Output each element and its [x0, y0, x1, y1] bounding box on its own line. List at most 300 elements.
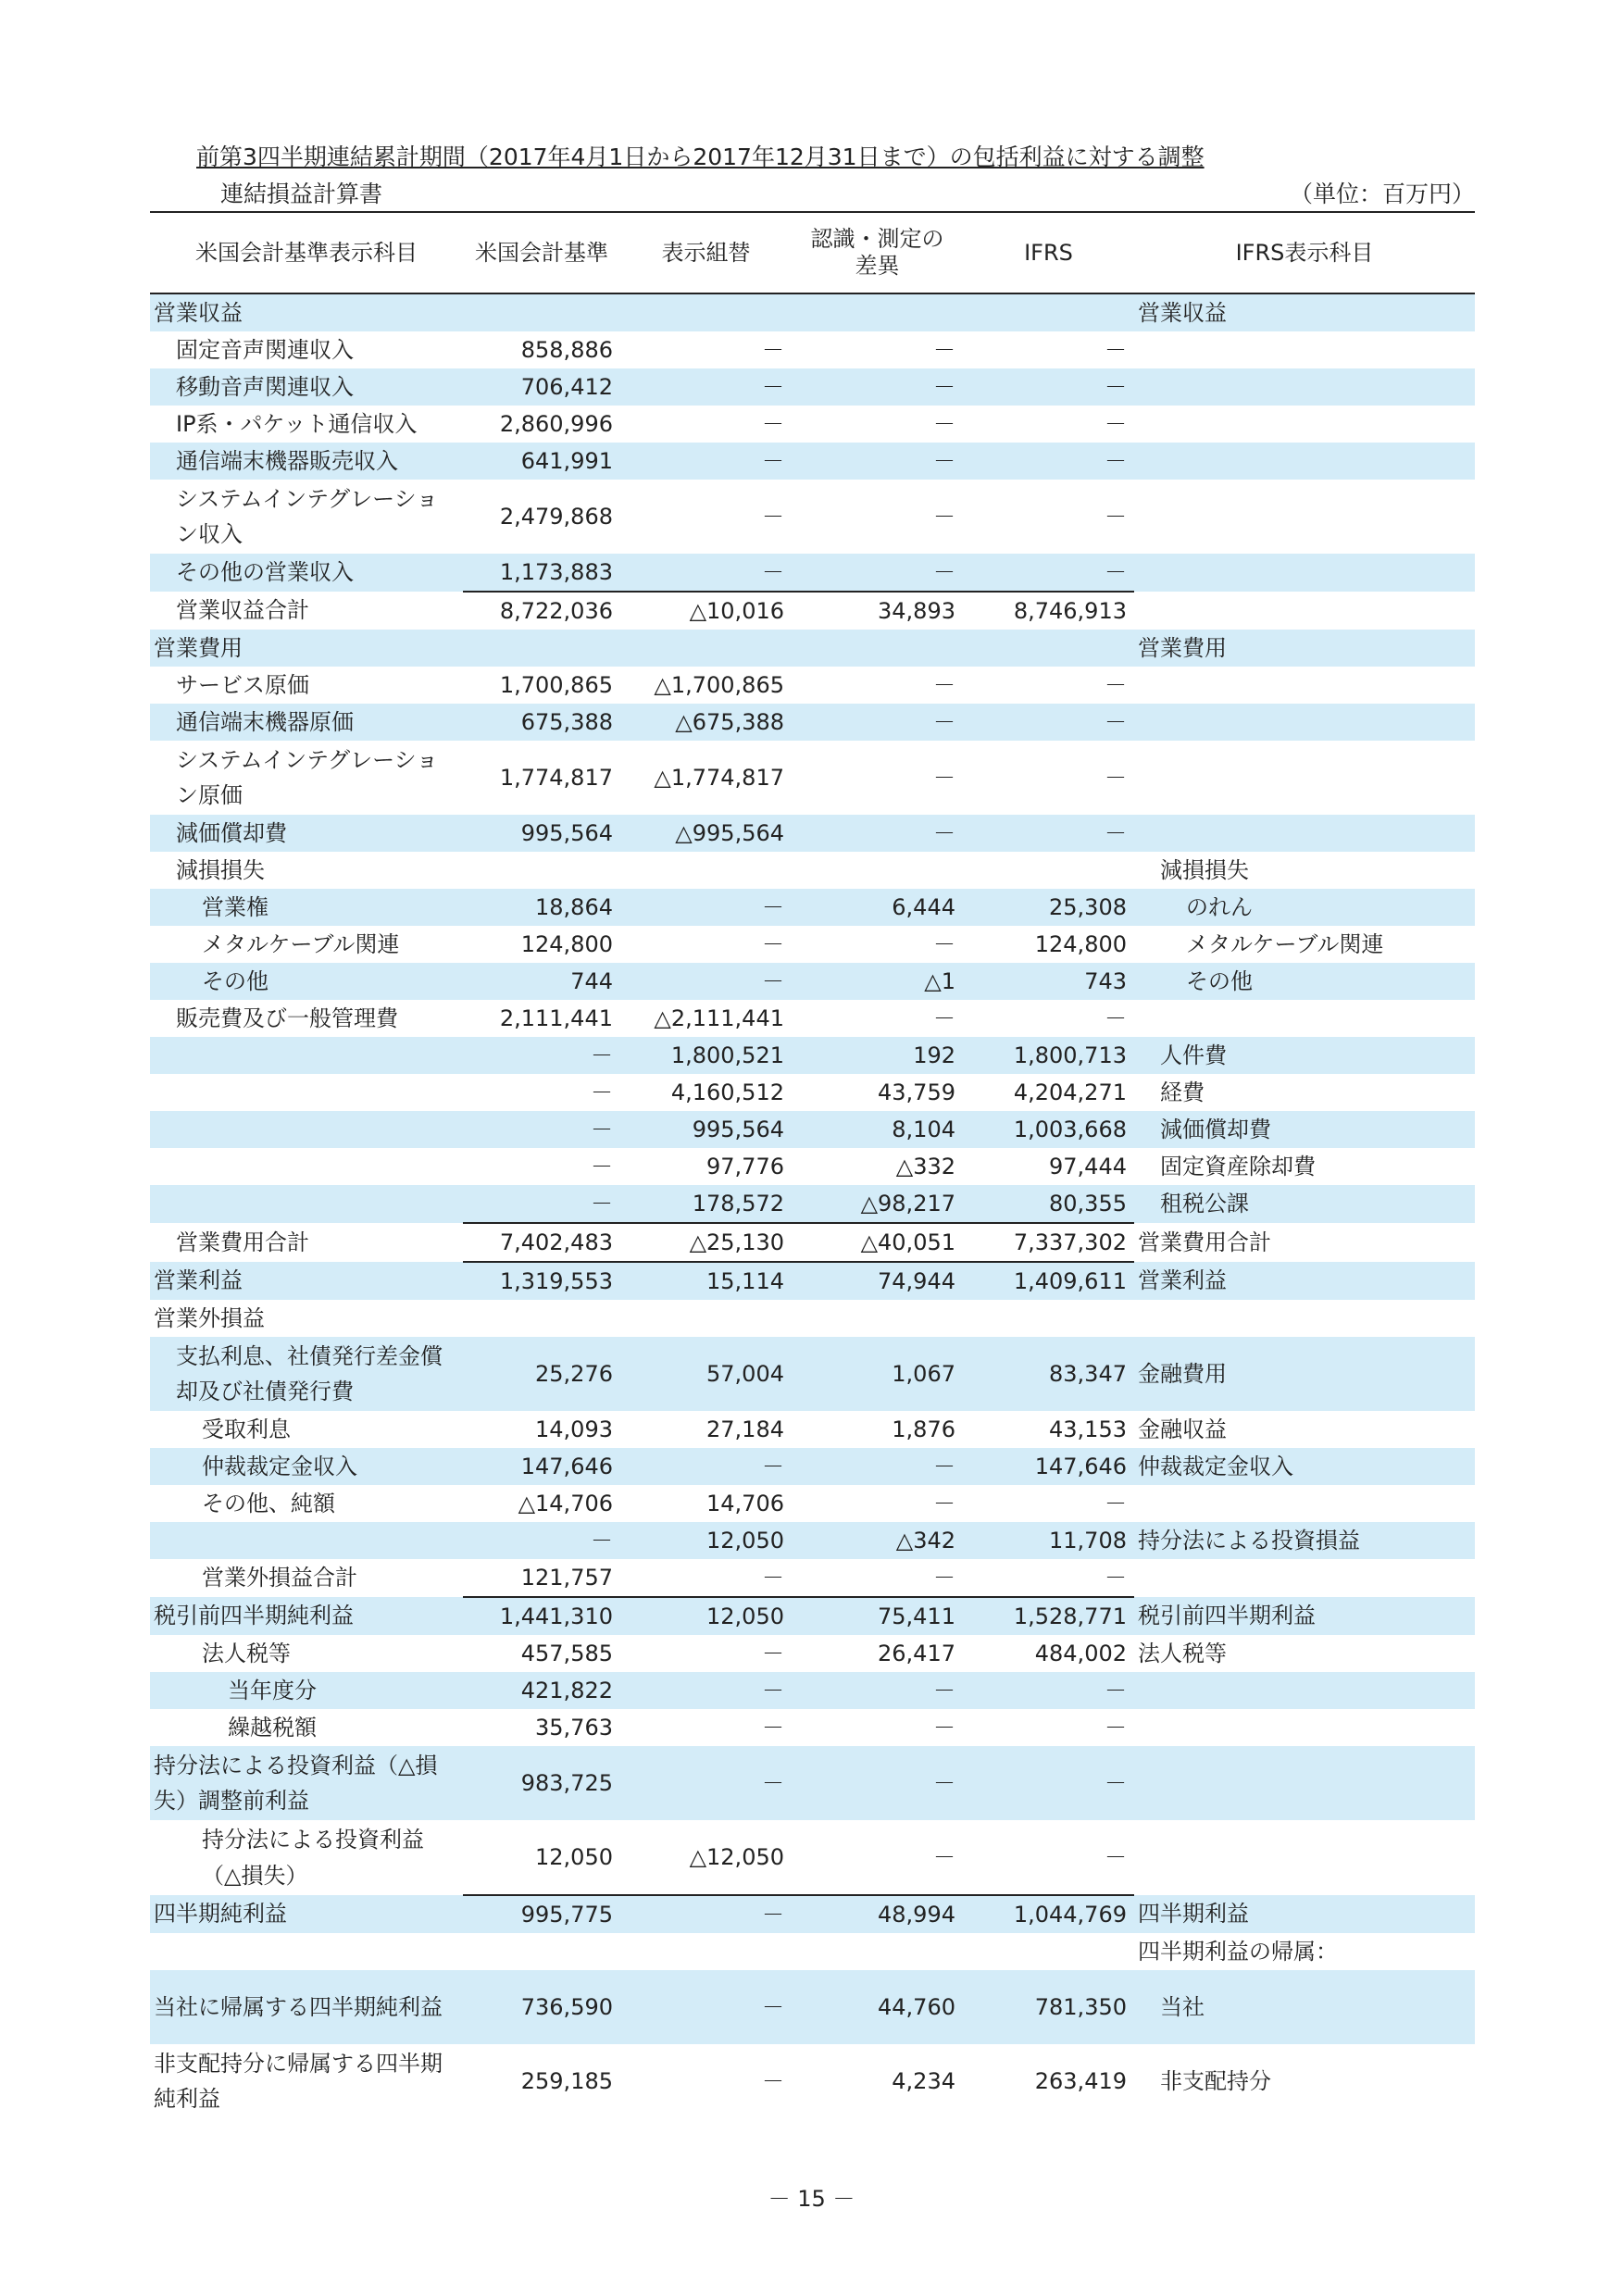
- table-row: [150, 1485, 1475, 1522]
- us-gaap-value: △14,706: [518, 1490, 613, 1516]
- row-label: 受取利息: [202, 1416, 291, 1442]
- us-gaap-value: 7,402,483: [463, 1223, 620, 1262]
- table-row: [150, 1300, 1475, 1337]
- col-header-us-gaap: 米国会計基準: [463, 212, 620, 293]
- ifrs-item-label: [1134, 1672, 1475, 1709]
- table-row: [150, 443, 1475, 480]
- ifrs-value: 1,409,611: [963, 1262, 1134, 1300]
- row-label: その他の営業収入: [150, 554, 463, 592]
- table-row: [150, 2044, 1475, 2118]
- ifrs-value: [963, 630, 1134, 667]
- measurement-diff-value: －: [933, 1714, 955, 1741]
- table-row: [150, 1635, 1475, 1672]
- reclassification-value: [620, 1933, 792, 1970]
- row-label: [150, 1522, 463, 1559]
- col-header-reclassification: 表示組替: [620, 212, 792, 293]
- reclassification-value: 178,572: [620, 1185, 792, 1223]
- table-row: [150, 1746, 1475, 1820]
- reclassification-value: 12,050: [620, 1522, 792, 1559]
- reclassification-value: －: [762, 930, 784, 957]
- us-gaap-value: 983,725: [463, 1746, 620, 1820]
- ifrs-item-label: [1134, 480, 1475, 554]
- ifrs-item-label: [1134, 815, 1475, 852]
- us-gaap-value: 744: [463, 963, 620, 1000]
- ifrs-value: －: [1105, 1490, 1127, 1516]
- measurement-diff-value: 43,759: [878, 1079, 955, 1105]
- ifrs-value: 147,646: [963, 1448, 1134, 1485]
- row-label: [150, 1185, 463, 1223]
- table-row: [150, 852, 1475, 889]
- reclassification-value: [620, 630, 792, 667]
- ifrs-value: 1,003,668: [963, 1111, 1134, 1148]
- measurement-diff-value: －: [792, 704, 963, 741]
- table-row: [150, 889, 1475, 926]
- us-gaap-value: 421,822: [463, 1672, 620, 1709]
- reclassification-value: 97,776: [706, 1153, 784, 1179]
- reclassification-value: －: [762, 1640, 784, 1666]
- measurement-diff-value: －: [792, 443, 963, 480]
- row-label: [150, 1074, 463, 1111]
- us-gaap-value: 1,173,883: [463, 554, 620, 592]
- ifrs-value: [963, 293, 1134, 331]
- ifrs-item-label: のれん: [1134, 889, 1475, 926]
- ifrs-value: 80,355: [963, 1185, 1134, 1223]
- ifrs-item-label: 金融費用: [1134, 1337, 1475, 1411]
- reclassification-value: －: [620, 368, 792, 406]
- ifrs-value: －: [1105, 1564, 1127, 1591]
- ifrs-value: －: [1105, 503, 1127, 530]
- ifrs-value: [963, 852, 1134, 889]
- col-header-ifrs-item: IFRS表示科目: [1134, 212, 1475, 293]
- ifrs-value: 1,044,769: [963, 1895, 1134, 1933]
- ifrs-value: 484,002: [1034, 1640, 1127, 1666]
- ifrs-value: －: [1105, 1843, 1127, 1870]
- row-label: システムインテグレーション原価: [176, 746, 439, 808]
- page-number: － 15 －: [768, 2186, 855, 2212]
- us-gaap-value: －: [463, 1037, 620, 1074]
- reclassification-value: －: [620, 1746, 792, 1820]
- reclassification-value: －: [762, 2067, 784, 2094]
- row-label: 当年度分: [150, 1672, 463, 1709]
- ifrs-item-label: メタルケーブル関連: [1186, 930, 1384, 957]
- us-gaap-value: 995,564: [463, 815, 620, 852]
- ifrs-item-label: [1134, 667, 1475, 704]
- table-row: [150, 926, 1475, 963]
- ifrs-item-label: 非支配持分: [1160, 2067, 1271, 2094]
- us-gaap-value: －: [591, 1153, 613, 1179]
- row-label: 営業権: [150, 889, 463, 926]
- us-gaap-value: [463, 1300, 620, 1337]
- reclassification-value: －: [762, 1714, 784, 1741]
- us-gaap-value: 1,700,865: [499, 671, 613, 698]
- reclassification-value: △2,111,441: [654, 1004, 784, 1031]
- ifrs-value: －: [963, 704, 1134, 741]
- ifrs-item-label: 減損損失: [1160, 856, 1249, 883]
- ifrs-value: 263,419: [1034, 2067, 1127, 2094]
- measurement-diff-value: －: [933, 930, 955, 957]
- ifrs-item-label: 金融収益: [1138, 1416, 1227, 1442]
- reclassification-value: －: [620, 1895, 792, 1933]
- measurement-diff-value: △40,051: [792, 1223, 963, 1262]
- us-gaap-value: 18,864: [463, 889, 620, 926]
- ifrs-item-label: [1134, 1000, 1475, 1037]
- ifrs-value: 25,308: [963, 889, 1134, 926]
- row-label: 営業外損益合計: [202, 1565, 357, 1591]
- ifrs-value: 83,347: [963, 1337, 1134, 1411]
- reclassification-value: －: [762, 1564, 784, 1591]
- ifrs-item-label: [1134, 554, 1475, 592]
- row-label: 営業収益合計: [176, 597, 309, 624]
- ifrs-value: －: [1105, 1004, 1127, 1031]
- measurement-diff-value: △332: [895, 1153, 955, 1179]
- ifrs-item-label: [1134, 368, 1475, 406]
- measurement-diff-value: 75,411: [792, 1597, 963, 1635]
- row-label: 支払利息、社債発行差金償却及び社債発行費: [150, 1337, 463, 1411]
- ifrs-item-label: [1134, 1709, 1475, 1746]
- row-label: 持分法による投資利益（△損失）調整前利益: [150, 1746, 463, 1820]
- ifrs-value: 781,350: [963, 1970, 1134, 2044]
- reclassification-value: －: [762, 410, 784, 437]
- reclassification-value: 14,706: [706, 1490, 784, 1516]
- ifrs-item-label: 租税公課: [1134, 1185, 1475, 1223]
- col-header-us-gaap-item: 米国会計基準表示科目: [150, 212, 463, 293]
- ifrs-value: 7,337,302: [963, 1223, 1134, 1262]
- ifrs-value: －: [1105, 671, 1127, 698]
- row-label: 当社に帰属する四半期純利益: [150, 1970, 463, 2044]
- row-label: [150, 1037, 463, 1074]
- row-label: [150, 1111, 463, 1148]
- us-gaap-value: 641,991: [463, 443, 620, 480]
- row-label: 法人税等: [202, 1640, 291, 1666]
- table-row: [150, 1262, 1475, 1300]
- reclassification-value: △995,564: [620, 815, 792, 852]
- row-label: 販売費及び一般管理費: [176, 1004, 398, 1031]
- table-row: [150, 293, 1475, 331]
- reclassification-value: △1,700,865: [654, 671, 784, 698]
- us-gaap-value: 121,757: [520, 1564, 613, 1591]
- reclassification-value: －: [620, 1672, 792, 1709]
- ifrs-value: －: [963, 1672, 1134, 1709]
- table-row: [150, 667, 1475, 704]
- ifrs-value: [963, 1300, 1134, 1337]
- ifrs-item-label: 営業利益: [1134, 1262, 1475, 1300]
- ifrs-item-label: [1134, 1746, 1475, 1820]
- ifrs-item-label: [1134, 704, 1475, 741]
- ifrs-item-label: [1134, 1559, 1475, 1597]
- us-gaap-value: 1,319,553: [463, 1262, 620, 1300]
- table-row: [150, 1895, 1475, 1933]
- header-row: [150, 212, 1475, 293]
- reclassification-value: 15,114: [620, 1262, 792, 1300]
- table-row: [150, 480, 1475, 554]
- ifrs-item-label: 法人税等: [1138, 1640, 1227, 1666]
- us-gaap-value: [463, 293, 620, 331]
- table-row: [150, 1074, 1475, 1111]
- ifrs-value: －: [963, 815, 1134, 852]
- ifrs-value: －: [1105, 410, 1127, 437]
- row-label: 持分法による投資利益（△損失）: [202, 1827, 424, 1889]
- ifrs-item-label: 人件費: [1134, 1037, 1475, 1074]
- table-row: [150, 1448, 1475, 1485]
- us-gaap-value: 736,590: [463, 1970, 620, 2044]
- measurement-diff-value: 4,234: [892, 2067, 955, 2094]
- table-row: [150, 1672, 1475, 1709]
- table-header: [150, 212, 1475, 293]
- us-gaap-value: [463, 852, 620, 889]
- table-row: [150, 1037, 1475, 1074]
- row-label: 営業収益: [150, 293, 463, 331]
- measurement-diff-value: －: [933, 336, 955, 363]
- ifrs-value: 1,528,771: [963, 1597, 1134, 1635]
- measurement-diff-value: [792, 1933, 963, 1970]
- ifrs-item-label: [1134, 1300, 1475, 1337]
- measurement-diff-value: 48,994: [792, 1895, 963, 1933]
- col-header-measurement-diff: 認識・測定の 差異: [792, 212, 963, 293]
- us-gaap-value: [463, 1933, 620, 1970]
- ifrs-value: －: [963, 1746, 1134, 1820]
- measurement-diff-value: 6,444: [792, 889, 963, 926]
- row-label: 営業外損益: [154, 1304, 265, 1331]
- row-label: 通信端末機器販売収入: [150, 443, 463, 480]
- measurement-diff-value: △1: [792, 963, 963, 1000]
- ifrs-value: 124,800: [1034, 930, 1127, 957]
- ifrs-item-label: 減価償却費: [1134, 1111, 1475, 1148]
- table-row: [150, 1000, 1475, 1037]
- table-row: [150, 963, 1475, 1000]
- us-gaap-value: －: [463, 1111, 620, 1148]
- us-gaap-value: 1,441,310: [463, 1597, 620, 1635]
- ifrs-item-label: [1134, 331, 1475, 368]
- table-row: [150, 406, 1475, 443]
- table-row: [150, 1597, 1475, 1635]
- ifrs-item-label: 固定資産除却費: [1160, 1153, 1316, 1179]
- us-gaap-value: 706,412: [463, 368, 620, 406]
- us-gaap-value: 12,050: [535, 1843, 613, 1870]
- measurement-diff-value: －: [933, 1564, 955, 1591]
- ifrs-item-label: [1134, 741, 1475, 815]
- measurement-diff-value: 74,944: [792, 1262, 963, 1300]
- ifrs-item-label: [1134, 592, 1475, 630]
- reclassification-value: －: [762, 336, 784, 363]
- row-label: 営業費用合計: [176, 1229, 309, 1255]
- reclassification-value: 57,004: [620, 1337, 792, 1411]
- measurement-diff-value: －: [792, 1672, 963, 1709]
- measurement-diff-value: [792, 630, 963, 667]
- ifrs-value: 97,444: [1049, 1153, 1127, 1179]
- ifrs-item-label: 仲裁裁定金収入: [1134, 1448, 1475, 1485]
- ifrs-value: －: [963, 443, 1134, 480]
- us-gaap-value: 995,775: [463, 1895, 620, 1933]
- ifrs-value: 4,204,271: [1013, 1079, 1127, 1105]
- row-label: IP系・パケット通信収入: [176, 410, 418, 437]
- ifrs-value: 8,746,913: [963, 592, 1134, 630]
- us-gaap-value: 259,185: [520, 2067, 613, 2094]
- measurement-diff-value: －: [933, 410, 955, 437]
- row-label: その他、純額: [202, 1490, 335, 1516]
- ifrs-item-label: その他: [1134, 963, 1475, 1000]
- measurement-diff-value: －: [792, 554, 963, 592]
- table-row: [150, 1970, 1475, 2044]
- row-label: 移動音声関連収入: [150, 368, 463, 406]
- ifrs-item-label: 営業費用合計: [1138, 1229, 1271, 1255]
- ifrs-value: －: [963, 554, 1134, 592]
- us-gaap-value: 25,276: [463, 1337, 620, 1411]
- reclassification-value: △10,016: [620, 592, 792, 630]
- col-header-ifrs: IFRS: [963, 212, 1134, 293]
- table-row: [150, 1411, 1475, 1448]
- measurement-diff-value: －: [792, 815, 963, 852]
- row-label: 税引前四半期純利益: [150, 1597, 463, 1635]
- table-row: [150, 1111, 1475, 1148]
- ifrs-item-label: 四半期利益: [1134, 1895, 1475, 1933]
- ifrs-item-label: [1134, 1820, 1475, 1895]
- measurement-diff-value: 44,760: [792, 1970, 963, 2044]
- us-gaap-value: 35,763: [535, 1714, 613, 1741]
- reclassification-value: [620, 1300, 792, 1337]
- ifrs-value: [963, 1933, 1134, 1970]
- ifrs-item-label: 持分法による投資損益: [1134, 1522, 1475, 1559]
- row-label: 営業費用: [150, 630, 463, 667]
- us-gaap-value: 14,093: [535, 1416, 613, 1442]
- measurement-diff-value: －: [933, 1490, 955, 1516]
- us-gaap-value: 457,585: [520, 1640, 613, 1666]
- measurement-diff-value: －: [933, 671, 955, 698]
- row-label: [150, 1933, 463, 1970]
- row-label: その他: [150, 963, 463, 1000]
- measurement-diff-value: 1,876: [892, 1416, 955, 1442]
- us-gaap-value: 2,111,441: [499, 1004, 613, 1031]
- ifrs-value: 1,800,713: [963, 1037, 1134, 1074]
- row-label: サービス原価: [176, 671, 309, 698]
- ifrs-value: －: [1105, 764, 1127, 791]
- table-row: [150, 368, 1475, 406]
- measurement-diff-value: △342: [792, 1522, 963, 1559]
- us-gaap-value: 147,646: [463, 1448, 620, 1485]
- ifrs-item-label: 四半期利益の帰属：: [1138, 1938, 1338, 1965]
- reconciliation-table: [150, 211, 1475, 2118]
- measurement-diff-value: △98,217: [792, 1185, 963, 1223]
- reclassification-value: －: [762, 503, 784, 530]
- table-row: [150, 704, 1475, 741]
- measurement-diff-value: 34,893: [792, 592, 963, 630]
- reclassification-value: －: [620, 443, 792, 480]
- us-gaap-value: －: [463, 1522, 620, 1559]
- table-row: [150, 1559, 1475, 1597]
- row-label: 非支配持分に帰属する四半期純利益: [154, 2050, 443, 2112]
- reclassification-value: △25,130: [620, 1223, 792, 1262]
- table-row: [150, 741, 1475, 815]
- reclassification-value: △12,050: [689, 1843, 784, 1870]
- table-row: [150, 815, 1475, 852]
- row-label: 営業利益: [150, 1262, 463, 1300]
- us-gaap-value: 8,722,036: [463, 592, 620, 630]
- measurement-diff-value: 8,104: [792, 1111, 963, 1148]
- row-label: 減損損失: [176, 856, 265, 883]
- measurement-diff-value: －: [792, 1448, 963, 1485]
- table-row: [150, 1148, 1475, 1185]
- page-title: 前第3四半期連結累計期間（2017年4月1日から2017年12月31日まで）の包括利益に対する調整: [196, 144, 1205, 170]
- ifrs-value: －: [1105, 1714, 1127, 1741]
- measurement-diff-value: －: [792, 368, 963, 406]
- row-label: 固定音声関連収入: [176, 336, 354, 363]
- measurement-diff-value: [792, 1300, 963, 1337]
- ifrs-item-label: [1134, 443, 1475, 480]
- us-gaap-value: 1,774,817: [499, 764, 613, 791]
- row-label: 減価償却費: [150, 815, 463, 852]
- reclassification-value: 1,800,521: [620, 1037, 792, 1074]
- measurement-diff-value: [792, 293, 963, 331]
- reclassification-value: [620, 293, 792, 331]
- ifrs-item-label: 当社: [1134, 1970, 1475, 2044]
- table-row: [150, 1709, 1475, 1746]
- reconciliation-table-wrap: [150, 211, 1475, 2118]
- table-row: [150, 592, 1475, 630]
- table-row: [150, 554, 1475, 592]
- table-row: [150, 1933, 1475, 1970]
- reclassification-value: △1,774,817: [654, 764, 784, 791]
- us-gaap-value: －: [591, 1079, 613, 1105]
- measurement-diff-value: 26,417: [878, 1640, 955, 1666]
- ifrs-value: －: [963, 368, 1134, 406]
- us-gaap-value: －: [463, 1185, 620, 1223]
- ifrs-value: 43,153: [1049, 1416, 1127, 1442]
- measurement-diff-value: [792, 852, 963, 889]
- row-label: システムインテグレーション収入: [176, 485, 439, 547]
- reclassification-value: 4,160,512: [670, 1079, 784, 1105]
- measurement-diff-value: －: [933, 1843, 955, 1870]
- table-row: [150, 1223, 1475, 1262]
- us-gaap-value: [463, 630, 620, 667]
- ifrs-item-label: 税引前四半期利益: [1134, 1597, 1475, 1635]
- row-label: 四半期純利益: [150, 1895, 463, 1933]
- reclassification-value: 27,184: [706, 1416, 784, 1442]
- unit-label: （単位：百万円）: [1289, 181, 1475, 207]
- table-row: [150, 331, 1475, 368]
- reclassification-value: 12,050: [620, 1597, 792, 1635]
- table-body: [150, 293, 1475, 2118]
- measurement-diff-value: －: [792, 1746, 963, 1820]
- us-gaap-value: 2,479,868: [499, 503, 613, 530]
- ifrs-item-label: 営業費用: [1134, 630, 1475, 667]
- table-row: [150, 1820, 1475, 1895]
- row-label: 通信端末機器原価: [150, 704, 463, 741]
- reclassification-value: －: [620, 1970, 792, 2044]
- measurement-diff-value: －: [933, 764, 955, 791]
- ifrs-value: 743: [963, 963, 1134, 1000]
- row-label: メタルケーブル関連: [202, 930, 400, 957]
- row-label: [150, 1148, 463, 1185]
- table-row: [150, 1337, 1475, 1411]
- us-gaap-value: 124,800: [520, 930, 613, 957]
- row-label: 繰越税額: [228, 1714, 317, 1741]
- reclassification-value: [620, 852, 792, 889]
- reclassification-value: 995,564: [620, 1111, 792, 1148]
- measurement-diff-value: 1,067: [792, 1337, 963, 1411]
- measurement-diff-value: －: [933, 1004, 955, 1031]
- ifrs-item-label: [1134, 1485, 1475, 1522]
- ifrs-value: 11,708: [963, 1522, 1134, 1559]
- us-gaap-value: 858,886: [520, 336, 613, 363]
- ifrs-value: －: [1105, 336, 1127, 363]
- reclassification-value: －: [620, 963, 792, 1000]
- ifrs-item-label: 営業収益: [1134, 293, 1475, 331]
- us-gaap-value: 2,860,996: [499, 410, 613, 437]
- statement-subtitle: 連結損益計算書: [220, 181, 383, 207]
- measurement-diff-value: －: [933, 503, 955, 530]
- ifrs-item-label: 経費: [1160, 1079, 1205, 1105]
- table-row: [150, 630, 1475, 667]
- reclassification-value: －: [620, 889, 792, 926]
